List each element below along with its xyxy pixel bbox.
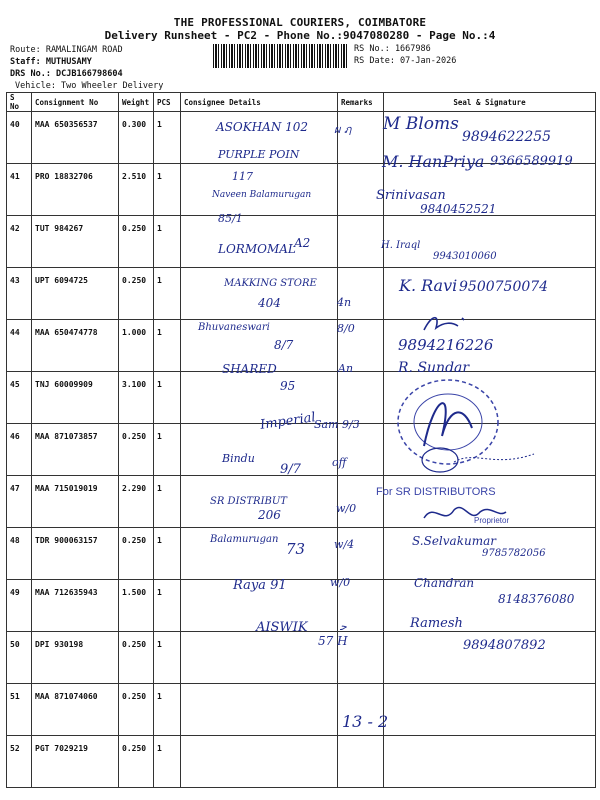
cell-sno: 46 [7,424,32,476]
cell-sno: 43 [7,268,32,320]
phone-52: 9894807892 [463,638,546,653]
table-row [7,684,596,736]
cell-weight: 1.000 [119,320,154,372]
cell-pcs: 1 [154,736,181,788]
cell-pcs: 1 [154,216,181,268]
cell-weight: 0.250 [119,268,154,320]
drs-label: DRS No.: DCJB166798604 [10,69,123,79]
signature-48-scribble [414,440,544,480]
phone-45: 9894216226 [398,336,494,354]
company-title: THE PROFESSIONAL COURIERS, COIMBATORE [173,16,427,29]
col-header-weight: Weight [119,93,154,112]
col-header-pcs: PCS [154,93,181,112]
consignee-50b: 73 [286,540,306,558]
cell-sno: 52 [7,736,32,788]
barcode [213,44,347,68]
cell-consignment: MAA 871074060 [32,684,119,736]
signature-41: M. HanPriya [382,152,485,171]
cell-consignment: PRO 18832706 [32,164,119,216]
cell-pcs: 1 [154,320,181,372]
cell-weight: 0.250 [119,632,154,684]
remark-48: off [332,456,347,469]
remark-43: A2 [294,236,311,250]
cell-sno: 42 [7,216,32,268]
rs-number: RS No.: 1667986 [354,44,431,54]
consignee-46: SHARED [222,362,277,376]
cell-consignee [181,684,338,736]
phone-51: 8148376080 [498,592,575,606]
cell-consignment: TDR 900063157 [32,528,119,580]
cell-consignment: MAA 871073857 [32,424,119,476]
cell-consignment: DPI 930198 [32,632,119,684]
cell-weight: 1.500 [119,580,154,632]
cell-consignment: MAA 715019019 [32,476,119,528]
consignee-46b: 95 [280,379,296,393]
consignee-50: Balamurugan [210,534,279,545]
cell-pcs: 1 [154,528,181,580]
cell-remarks [338,216,384,268]
consignee-41b: 117 [232,170,253,183]
cell-consignment: MAA 650474778 [32,320,119,372]
cell-consignee [181,632,338,684]
cell-weight: 0.250 [119,216,154,268]
remark-46: An [338,362,354,375]
signature-44: K. Ravi [399,276,458,295]
consignee-47: Imperial [259,410,317,433]
cell-weight: 2.290 [119,476,154,528]
col-header-remarks: Remarks [338,93,384,112]
cell-pcs: 1 [154,164,181,216]
cell-consignment: TNJ 60009909 [32,372,119,424]
cell-sno: 41 [7,164,32,216]
remark-45: 8/0 [337,322,355,335]
route-label: Route: RAMALINGAM ROAD [10,45,123,55]
col-header-signature: Seal & Signature [384,93,596,112]
table-header-row [7,93,596,112]
cell-consignment: MAA 712635943 [32,580,119,632]
consignee-41: PURPLE POIN [218,148,300,161]
cell-pcs: 1 [154,372,181,424]
cell-consignment: MAA 650356537 [32,112,119,164]
signature-46: R. Sundar [398,360,470,376]
signature-42: Srinivasan [376,188,446,203]
rs-date: RS Date: 07-Jan-2026 [354,56,457,66]
signature-50: S.Selvakumar [412,534,496,548]
consignee-52b: 57 H [318,634,348,648]
phone-41: 9366589919 [490,154,573,169]
cell-remarks [338,268,384,320]
signature-43: H. Iraql [381,240,421,251]
signature-40: M Bloms [383,114,459,134]
cell-remarks [338,736,384,788]
table-row [7,320,596,372]
vehicle-label: Vehicle: Two Wheeler Delivery [15,81,164,91]
cell-remarks [338,528,384,580]
cell-pcs: 1 [154,684,181,736]
cell-pcs: 1 [154,476,181,528]
sr-distributors-stamp: For SR DISTRIBUTORS [376,486,496,498]
cell-pcs: 1 [154,424,181,476]
remark-40: ผ ฦ [334,123,352,136]
cell-pcs: 1 [154,632,181,684]
consignee-49: SR DISTRIBUT [210,496,287,507]
col-header-sno: S No [7,93,32,112]
cell-consignee [181,424,338,476]
consignee-42: Naveen Balamurugan [212,190,312,200]
col-header-consignee: Consignee Details [181,93,338,112]
cell-consignee [181,736,338,788]
cell-consignee [181,268,338,320]
consignee-45b: 8/7 [274,338,294,352]
remark-49: w/0 [336,502,357,515]
signature-52: Ramesh [410,616,463,631]
signature-51: Chandran [414,576,475,590]
cell-sno: 40 [7,112,32,164]
cell-weight: 0.250 [119,424,154,476]
consignee-51: Raya 91 [233,578,287,593]
cell-sno: 47 [7,476,32,528]
cell-sno: 44 [7,320,32,372]
cell-pcs: 1 [154,112,181,164]
cell-consignment: UPT 6094725 [32,268,119,320]
cell-signature [384,736,596,788]
cell-weight: 3.100 [119,372,154,424]
cell-consignment: TUT 984267 [32,216,119,268]
cell-weight: 0.250 [119,684,154,736]
consignee-48: Bindu [222,452,255,465]
consignee-48b: 9/7 [280,462,301,477]
consignee-40: ASOKHAN 102 [216,120,309,134]
remark-44: 4n [337,296,352,309]
runsheet-subtitle: Delivery Runsheet - PC2 - Phone No.:9047080280 - Page No.:4 [104,29,496,42]
consignee-43: LORMOMAL [218,242,296,256]
table-row [7,736,596,788]
consignee-52: AISWIK [256,620,308,635]
phone-40: 9894622255 [462,129,552,145]
phone-44: 9500750074 [459,279,549,295]
cell-pcs: 1 [154,268,181,320]
staff-label: Staff: MUTHUSAMY [10,57,92,67]
cell-sno: 49 [7,580,32,632]
phone-42: 9840452521 [420,202,497,216]
cell-sno: 50 [7,632,32,684]
consignee-44: MAKKING STORE [224,278,317,289]
cell-weight: 0.250 [119,736,154,788]
proprietor-label: Proprietor [474,516,510,525]
cell-weight: 0.250 [119,528,154,580]
signature-45-scribble [418,312,468,336]
consignee-42b: 85/1 [218,212,243,225]
cell-weight: 2.510 [119,164,154,216]
cell-remarks [338,372,384,424]
remark-52-mark: ﺣ [340,620,347,633]
cell-weight: 0.300 [119,112,154,164]
col-header-consignment: Consignment No [32,93,119,112]
cell-sno: 48 [7,528,32,580]
consignee-49b: 206 [258,508,281,522]
consignee-47b: Sam 9/3 [314,418,360,431]
cell-consignment: PGT 7029219 [32,736,119,788]
footer-scribble: 13 - 2 [342,712,389,731]
phone-50: 9785782056 [482,548,546,559]
cell-sno: 45 [7,372,32,424]
consignee-45: Bhuvaneswari [198,322,270,333]
remark-51: w/0 [330,576,351,589]
cell-pcs: 1 [154,580,181,632]
phone-43: 9943010060 [433,251,497,262]
cell-sno: 51 [7,684,32,736]
cell-signature [384,684,596,736]
consignee-44b: 404 [258,296,281,310]
remark-50: w/4 [334,538,355,551]
